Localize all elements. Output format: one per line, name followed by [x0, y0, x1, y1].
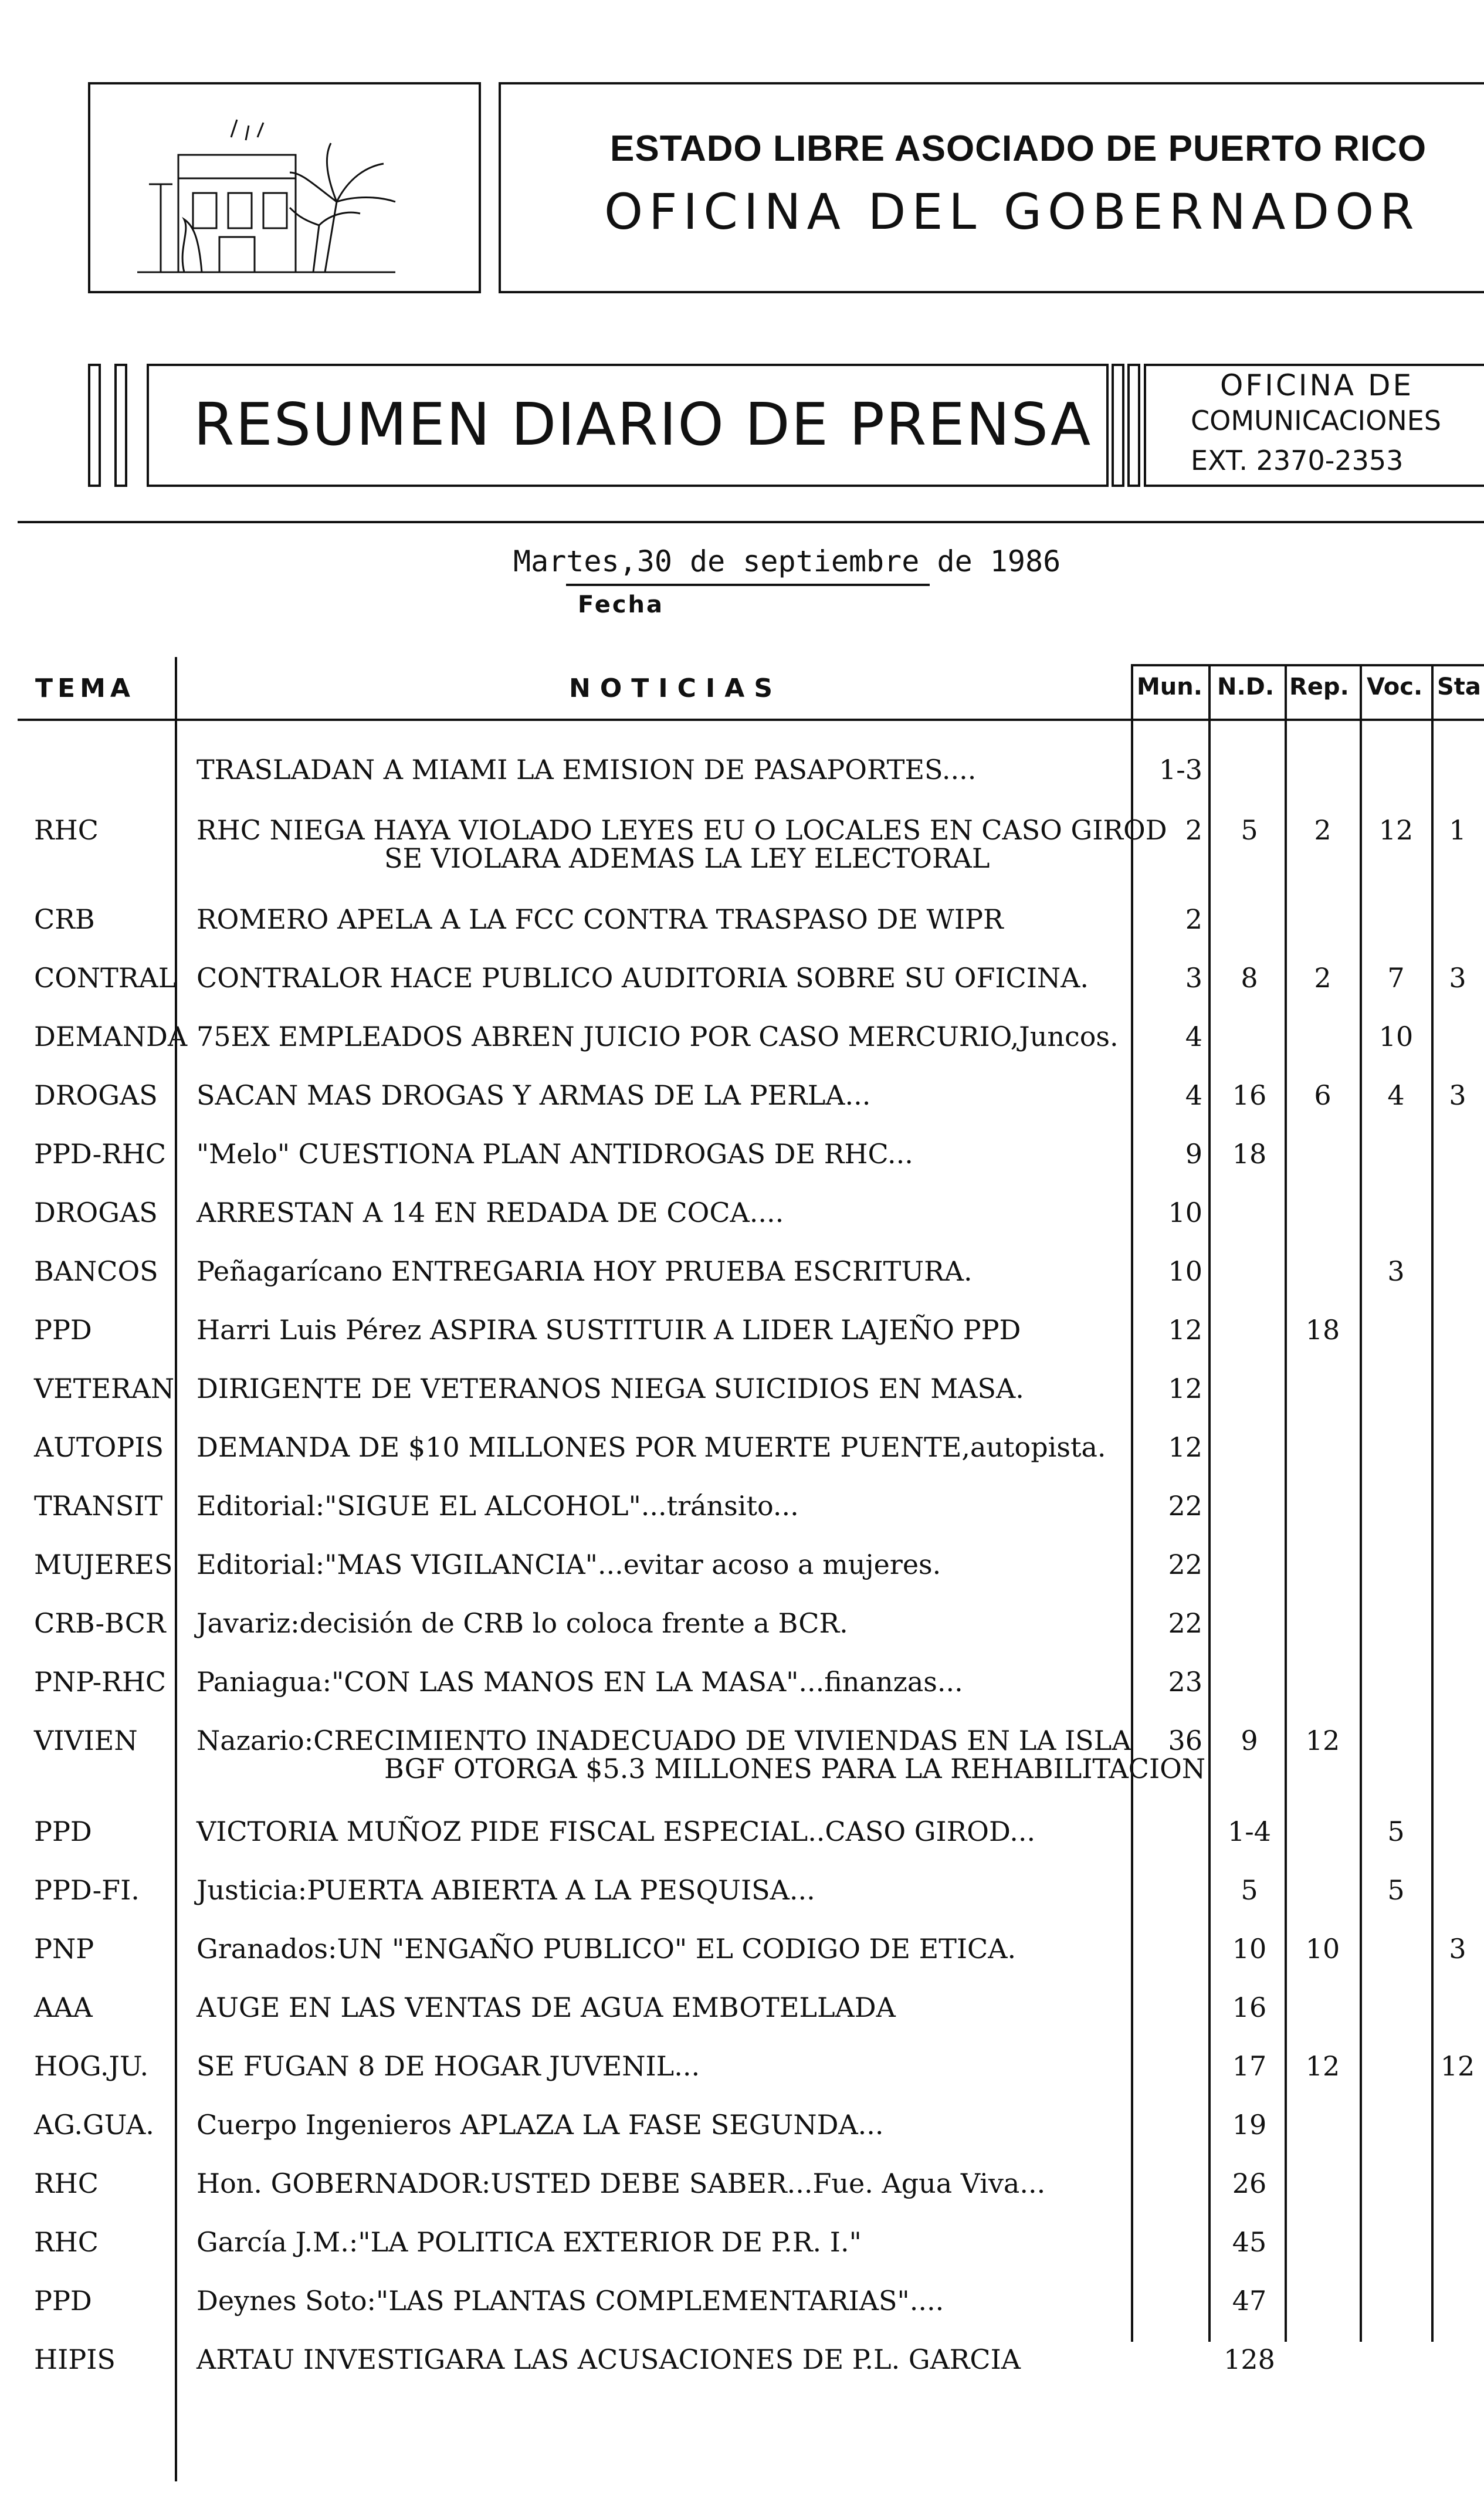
cell-nota: ARTAU INVESTIGARA LAS ACUSACIONES DE P.L. GARCIA — [196, 2344, 1021, 2375]
cell-nota2: BGF OTORGA $5.3 MILLONES PARA LA REHABILITACION — [384, 1753, 1206, 1784]
cell-nota: CONTRALOR HACE PUBLICO AUDITORIA SOBRE SU OFICINA. — [196, 962, 1089, 994]
cell-tema: VETERAN — [34, 1373, 175, 1404]
cell-mun: 22 — [1168, 1490, 1202, 1522]
cell-mun: 2 — [1185, 814, 1202, 846]
report-date: Martes,30 de septiembre de 1986 — [513, 544, 1061, 578]
cell-tema: DEMANDA — [34, 1021, 188, 1052]
communications-extension: EXT. 2370-2353 — [1191, 445, 1404, 476]
cell-mun: 12 — [1168, 1431, 1202, 1463]
table-row — [0, 1373, 1484, 1408]
cell-tema: RHC — [34, 2226, 99, 2258]
table-row — [0, 1666, 1484, 1701]
cell-tema: BANCOS — [34, 1255, 158, 1287]
cell-tema: PPD-FI. — [34, 1874, 140, 1906]
cell-tema: CRB — [34, 903, 95, 935]
cell-tema: PPD — [34, 1314, 92, 1346]
cell-rep: 18 — [1305, 1314, 1340, 1346]
table-row — [0, 962, 1484, 997]
cell-rep: 6 — [1314, 1079, 1331, 1111]
cell-sta: 3 — [1449, 962, 1466, 994]
cell-mun: 3 — [1185, 962, 1202, 994]
cell-mun: 2 — [1185, 903, 1202, 935]
cell-tema: MUJERES — [34, 1549, 173, 1580]
cell-nd: 19 — [1232, 2109, 1267, 2141]
cell-tema: HIPIS — [34, 2344, 116, 2375]
cell-tema: PPD — [34, 1816, 92, 1847]
cell-nota: Harri Luis Pérez ASPIRA SUSTITUIR A LIDER LAJEÑO PPD — [196, 1314, 1021, 1346]
office-name: OFICINA DEL GOBERNADOR — [604, 183, 1420, 241]
cell-tema: RHC — [34, 814, 99, 846]
column-header-rep: Rep. — [1289, 673, 1349, 700]
cell-mun: 22 — [1168, 1607, 1202, 1639]
communications-line-1: OFICINA DE — [1220, 368, 1414, 402]
cell-tema: VIVIEN — [34, 1725, 138, 1756]
cell-nota: SACAN MAS DROGAS Y ARMAS DE LA PERLA... — [196, 1079, 871, 1111]
cell-nota2: SE VIOLARA ADEMAS LA LEY ELECTORAL — [384, 842, 990, 874]
date-label: Fecha — [578, 591, 665, 618]
table-row — [0, 1933, 1484, 1968]
table-row — [0, 1607, 1484, 1643]
table-row — [0, 903, 1484, 939]
cell-rep: 2 — [1314, 962, 1331, 994]
column-header-sta: Sta — [1437, 673, 1481, 700]
table-row — [0, 2344, 1484, 2379]
table-row — [0, 1490, 1484, 1525]
table-row — [0, 1874, 1484, 1909]
table-row — [0, 1255, 1484, 1291]
cell-mun: 4 — [1185, 1021, 1202, 1052]
cell-tema: RHC — [34, 2168, 99, 2199]
cell-sta: 3 — [1449, 1079, 1466, 1111]
cell-nota: RHC NIEGA HAYA VIOLADO LEYES EU O LOCALES EN CASO GIROD — [196, 814, 1167, 846]
cell-tema: AAA — [34, 1992, 93, 2023]
cell-mun: 4 — [1185, 1079, 1202, 1111]
cell-mun: 12 — [1168, 1373, 1202, 1404]
cell-nota: ROMERO APELA A LA FCC CONTRA TRASPASO DE WIPR — [196, 903, 1004, 935]
cell-nota: DIRIGENTE DE VETERANOS NIEGA SUICIDIOS EN MASA. — [196, 1373, 1024, 1404]
column-header-nd: N.D. — [1217, 673, 1275, 700]
cell-sta: 12 — [1440, 2050, 1475, 2082]
cell-tema: AG.GUA. — [34, 2109, 154, 2141]
cell-tema: AUTOPIS — [34, 1431, 164, 1463]
cell-nd: 1-4 — [1227, 1816, 1272, 1847]
cell-nd: 9 — [1241, 1725, 1258, 1756]
cell-mun: 9 — [1185, 1138, 1202, 1170]
cell-tema: HOG.JU. — [34, 2050, 149, 2082]
cell-nota: García J.M.:"LA POLITICA EXTERIOR DE P.R. I." — [196, 2226, 862, 2258]
table-row — [0, 2226, 1484, 2261]
cell-mun: 10 — [1168, 1197, 1202, 1228]
column-header-noticias: NOTICIAS — [569, 673, 782, 703]
cell-mun: 1-3 — [1158, 754, 1202, 785]
cell-nota: VICTORIA MUÑOZ PIDE FISCAL ESPECIAL..CASO GIROD... — [196, 1816, 1036, 1847]
cell-voc: 10 — [1378, 1021, 1414, 1052]
table-row — [0, 1431, 1484, 1467]
column-header-voc: Voc. — [1367, 673, 1423, 700]
table-row — [0, 2285, 1484, 2320]
cell-nota: ARRESTAN A 14 EN REDADA DE COCA.... — [196, 1197, 784, 1228]
cell-sta: 1 — [1449, 814, 1466, 846]
cell-tema: CRB-BCR — [34, 1607, 166, 1639]
table-row — [0, 1314, 1484, 1349]
table-row — [0, 1992, 1484, 2027]
cell-nota: Editorial:"MAS VIGILANCIA"...evitar acoso a mujeres. — [196, 1549, 941, 1580]
cell-nota: 75EX EMPLEADOS ABREN JUICIO POR CASO MERCURIO,Juncos. — [196, 1021, 1119, 1052]
cell-nd: 16 — [1232, 1992, 1267, 2023]
cell-nd: 45 — [1232, 2226, 1267, 2258]
cell-tema: TRANSIT — [34, 1490, 163, 1522]
table-row — [0, 2109, 1484, 2144]
cell-nd: 17 — [1232, 2050, 1267, 2082]
cell-nota: Nazario:CRECIMIENTO INADECUADO DE VIVIENDAS EN LA ISLA — [196, 1725, 1131, 1756]
cell-tema: PNP-RHC — [34, 1666, 167, 1698]
cell-rep: 2 — [1314, 814, 1331, 846]
cell-nd: 26 — [1232, 2168, 1267, 2199]
cell-tema: DROGAS — [34, 1079, 158, 1111]
cell-tema: PPD — [34, 2285, 92, 2317]
table-row — [0, 814, 1484, 874]
table-row — [0, 2050, 1484, 2085]
cell-mun: 10 — [1168, 1255, 1202, 1287]
cell-tema: CONTRAL — [34, 962, 177, 994]
cell-nd: 5 — [1241, 814, 1258, 846]
table-row — [0, 1138, 1484, 1173]
cell-tema: PNP — [34, 1933, 94, 1965]
cell-nd: 16 — [1232, 1079, 1267, 1111]
cell-nota: Granados:UN "ENGAÑO PUBLICO" EL CODIGO DE ETICA. — [196, 1933, 1017, 1965]
cell-sta: 3 — [1449, 1933, 1466, 1965]
cell-voc: 5 — [1387, 1816, 1405, 1847]
table-row — [0, 754, 1484, 789]
cell-nota: Paniagua:"CON LAS MANOS EN LA MASA"...finanzas... — [196, 1666, 963, 1698]
cell-nota: Cuerpo Ingenieros APLAZA LA FASE SEGUNDA... — [196, 2109, 884, 2141]
cell-voc: 5 — [1387, 1874, 1405, 1906]
cell-nd: 8 — [1241, 962, 1258, 994]
cell-nota: DEMANDA DE $10 MILLONES POR MUERTE PUENTE,autopista. — [196, 1431, 1106, 1463]
cell-nota: Hon. GOBERNADOR:USTED DEBE SABER...Fue. Agua Viva... — [196, 2168, 1046, 2199]
cell-nd: 18 — [1232, 1138, 1267, 1170]
cell-rep: 12 — [1305, 2050, 1340, 2082]
cell-nota: SE FUGAN 8 DE HOGAR JUVENIL... — [196, 2050, 700, 2082]
cell-voc: 3 — [1387, 1255, 1405, 1287]
column-header-tema: TEMA — [35, 673, 135, 703]
cell-nota: Justicia:PUERTA ABIERTA A LA PESQUISA... — [196, 1874, 815, 1906]
cell-nota: Peñagarícano ENTREGARIA HOY PRUEBA ESCRITURA. — [196, 1255, 973, 1287]
cell-nota: TRASLADAN A MIAMI LA EMISION DE PASAPORTES.... — [196, 754, 977, 785]
banner-title: RESUMEN DIARIO DE PRENSA — [194, 390, 1092, 459]
communications-line-2: COMUNICACIONES — [1191, 405, 1442, 436]
column-header-mun: Mun. — [1137, 673, 1202, 700]
cell-rep: 12 — [1305, 1725, 1340, 1756]
table-row — [0, 2168, 1484, 2203]
cell-mun: 22 — [1168, 1549, 1202, 1580]
cell-nota: Editorial:"SIGUE EL ALCOHOL"...tránsito... — [196, 1490, 799, 1522]
table-row — [0, 1549, 1484, 1584]
cell-voc: 4 — [1387, 1079, 1405, 1111]
table-row — [0, 1725, 1484, 1784]
table-row — [0, 1079, 1484, 1115]
cell-mun: 12 — [1168, 1314, 1202, 1346]
cell-voc: 7 — [1387, 962, 1405, 994]
cell-mun: 36 — [1168, 1725, 1202, 1756]
cell-tema: PPD-RHC — [34, 1138, 167, 1170]
cell-nota: Javariz:decisión de CRB lo coloca frente a BCR. — [196, 1607, 848, 1639]
table-row — [0, 1197, 1484, 1232]
cell-nd: 5 — [1241, 1874, 1258, 1906]
table-row — [0, 1816, 1484, 1851]
cell-nota: Deynes Soto:"LAS PLANTAS COMPLEMENTARIAS".... — [196, 2285, 944, 2317]
cell-mun: 23 — [1168, 1666, 1202, 1698]
cell-voc: 12 — [1378, 814, 1414, 846]
cell-nota: AUGE EN LAS VENTAS DE AGUA EMBOTELLADA — [196, 1992, 896, 2023]
cell-nota: "Melo" CUESTIONA PLAN ANTIDROGAS DE RHC... — [196, 1138, 913, 1170]
cell-nd: 47 — [1232, 2285, 1267, 2317]
cell-rep: 10 — [1305, 1933, 1340, 1965]
cell-nd: 128 — [1224, 2344, 1275, 2375]
table-row — [0, 1021, 1484, 1056]
cell-nd: 10 — [1232, 1933, 1267, 1965]
state-name: ESTADO LIBRE ASOCIADO DE PUERTO RICO — [610, 128, 1427, 169]
cell-tema: DROGAS — [34, 1197, 158, 1228]
